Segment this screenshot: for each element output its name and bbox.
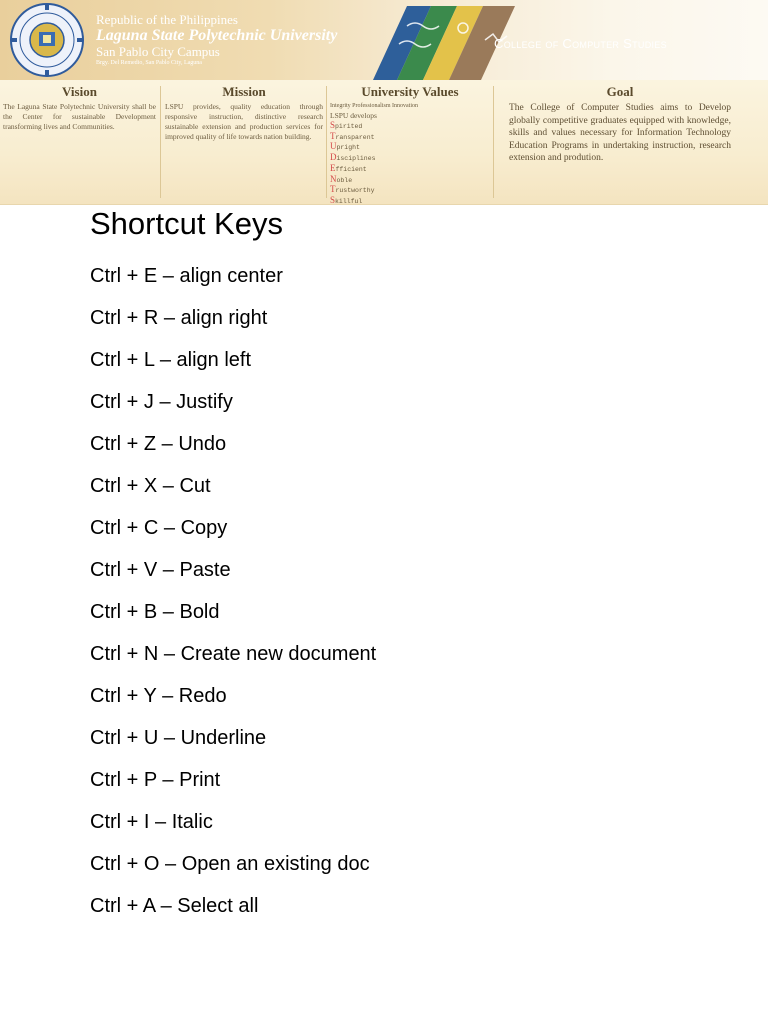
value-item: Trustworthy — [330, 184, 375, 195]
shortcut-item: Ctrl + L – align left — [90, 349, 252, 371]
college-name: College of Computer Studies — [494, 36, 667, 51]
mission-heading: Mission — [222, 84, 266, 99]
shortcut-item: Ctrl + X – Cut — [90, 475, 211, 497]
shortcut-item: Ctrl + N – Create new document — [90, 643, 377, 665]
campus-address: Brgy. Del Remedio, San Pablo City, Laguna — [96, 60, 202, 66]
shortcut-item: Ctrl + J – Justify — [90, 391, 233, 413]
divider — [493, 86, 494, 198]
shortcut-item: Ctrl + U – Underline — [90, 727, 267, 749]
shortcut-item: Ctrl + Z – Undo — [90, 433, 227, 455]
shortcut-item: Ctrl + O – Open an existing doc — [90, 853, 370, 875]
info-strip — [0, 80, 768, 205]
shortcut-item: Ctrl + B – Bold — [90, 601, 220, 623]
value-item: Transparent — [330, 130, 375, 141]
goal-section — [509, 84, 731, 165]
shortcut-item: Ctrl + A – Select all — [90, 895, 259, 917]
header-banner — [0, 0, 768, 80]
shortcut-item: Ctrl + Y – Redo — [90, 685, 227, 707]
value-item: Spirited — [330, 120, 363, 130]
value-item: Noble — [330, 173, 353, 184]
mission-text: LSPU provides, quality education through responsive instruction, distinctive research sustainable extension and production services for improved quality of life towards nation building. — [165, 102, 323, 141]
campus-name: San Pablo City Campus — [96, 44, 220, 59]
value-item: Efficient — [330, 162, 367, 173]
shortcut-item: Ctrl + V – Paste — [90, 559, 231, 581]
shortcut-item: Ctrl + I – Italic — [90, 811, 213, 833]
shortcut-item: Ctrl + R – align right — [90, 307, 268, 329]
values-section — [330, 84, 490, 207]
vision-text: The Laguna State Polytechnic University shall be the Center for sustainable Development transforming lives and Communities. — [3, 102, 156, 131]
shortcut-item: Ctrl + C – Copy — [90, 517, 228, 539]
republic-text: Republic of the Philippines — [96, 12, 238, 27]
vision-heading: Vision — [62, 84, 97, 99]
goal-text: The College of Computer Studies aims to Develop globally competitive graduates equipped with knowledge, skills and values necessary for Information Technology Education Programs in undertaking instruction, research extension and prodution. — [509, 103, 731, 163]
divider — [160, 86, 161, 198]
values-subtitle: Integrity Professionalism Innovation — [330, 103, 418, 109]
university-seal-logo — [4, 2, 90, 78]
shortcut-item: Ctrl + E – align center — [90, 265, 283, 287]
vision-section — [3, 84, 156, 132]
values-list — [330, 121, 490, 207]
shortcut-item: Ctrl + P – Print — [90, 769, 221, 791]
university-name: Laguna State Polytechnic University — [96, 27, 338, 44]
values-heading: University Values — [361, 84, 459, 99]
page-title: Shortcut Keys — [90, 206, 283, 241]
value-item: Upright — [330, 141, 360, 152]
value-item: Disciplines — [330, 152, 376, 163]
goal-heading: Goal — [606, 84, 634, 99]
value-item: Skillful — [330, 194, 363, 205]
mission-section — [165, 84, 323, 142]
divider — [326, 86, 327, 198]
shortcut-list — [90, 262, 376, 934]
values-lead: LSPU develops — [330, 111, 377, 120]
